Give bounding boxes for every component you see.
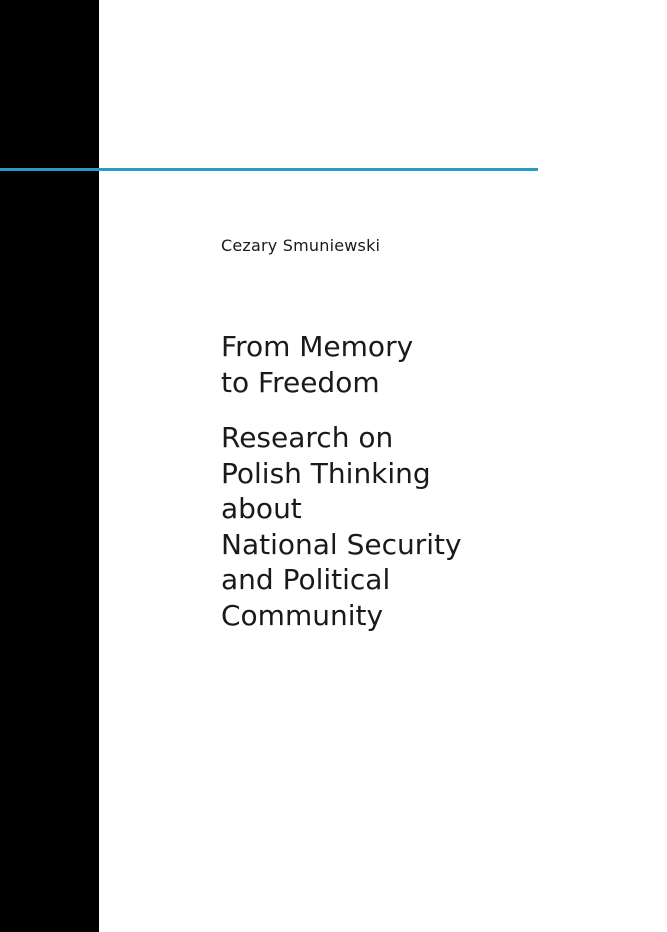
cover-spine-band xyxy=(0,0,99,932)
book-subtitle: Research on Polish Thinking about National Security and Political Community xyxy=(221,421,462,632)
author-name: Cezary Smuniewski xyxy=(221,236,381,255)
book-title: From Memory to Freedom xyxy=(221,330,414,399)
accent-rule xyxy=(0,168,538,171)
